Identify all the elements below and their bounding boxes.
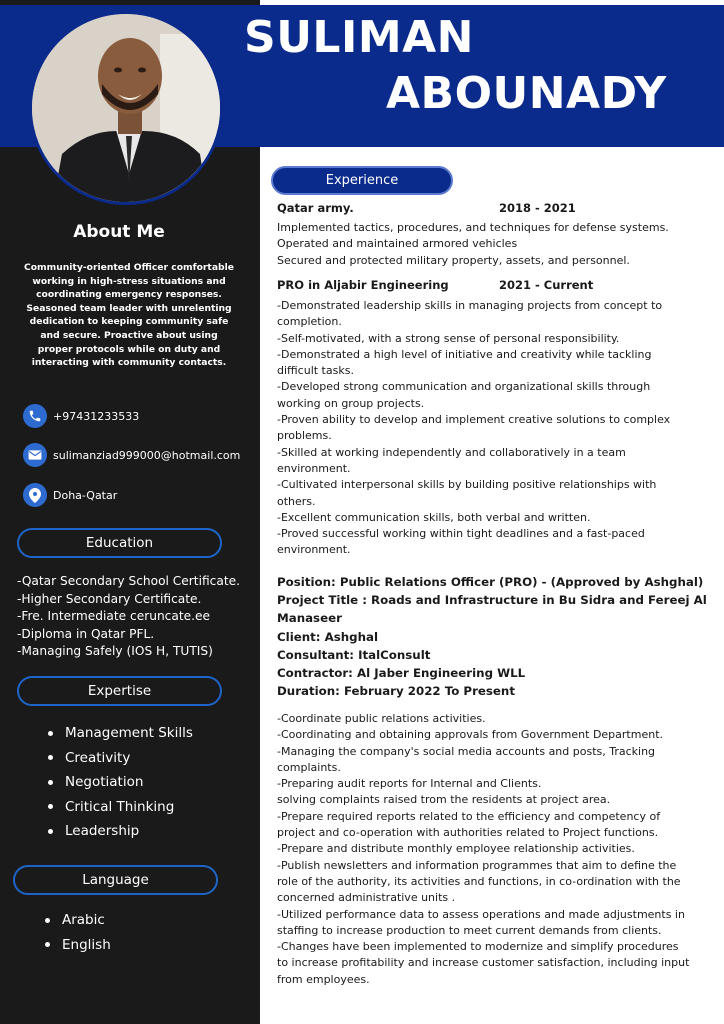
expertise-label: Management Skills (65, 725, 193, 742)
job-header (277, 201, 713, 218)
bullet-icon (45, 942, 50, 947)
job-line: role of the authority, its activities and functions, in co-ordination with the (277, 874, 681, 888)
about-text: Community-oriented Officer comfortable working in high-stress situations and coordinating emergency responses. Seasoned team leader with unrelenting dedication to keeping community safe and secure. Proactive about using proper protocols while on duty and interacting with community contacts. (24, 262, 234, 369)
job-line: -Excellent communication skills, both verbal and written. (277, 510, 591, 524)
job-line: Implemented tactics, procedures, and techniques for defense systems. (277, 221, 669, 234)
job-line: solving complaints raised trom the residents at project area. (277, 793, 611, 807)
job-consultant: Consultant: ItalConsult (277, 647, 431, 662)
job-line: -Coordinate public relations activities. (277, 712, 486, 725)
job-line: -Developed strong communication and organizational skills through (277, 380, 651, 394)
education-item: -Fre. Intermediate ceruncate.ee (17, 609, 210, 623)
bullet-icon (48, 731, 53, 736)
list-item (48, 746, 193, 771)
experience-heading: Experience (271, 166, 453, 195)
language-label: English (62, 936, 111, 953)
phone-icon (23, 404, 47, 428)
phone-text[interactable]: +97431233533 (53, 409, 140, 423)
job-line: staffing to increase production to meet current demands from clients. (277, 923, 662, 937)
list-item (48, 819, 193, 844)
expertise-label: Negotiation (65, 774, 144, 791)
job-line: -Coordinating and obtaining approvals from Government Department. (277, 728, 664, 742)
language-list (45, 908, 111, 957)
job-line: -Prepare required reports related to the efficiency and competency of (277, 809, 661, 823)
location-text: Doha-Qatar (53, 488, 118, 502)
job-line: difficult tasks. (277, 364, 354, 378)
job-line: -Self-motivated, with a strong sense of personal responsibility. (277, 331, 620, 345)
job-line: project and co-operation with authorities related to Project functions. (277, 826, 659, 840)
job-line: Operated and maintained armored vehicles (277, 237, 518, 251)
job-dates: 2021 - Current (499, 278, 594, 292)
list-item (48, 770, 193, 795)
bullet-icon (48, 804, 53, 809)
job-aljabir (277, 278, 713, 559)
job-line: -Skilled at working independently and collaboratively in a team (277, 445, 626, 459)
job-position: Position: Public Relations Officer (PRO) - (Approved by Ashghal) (277, 575, 704, 589)
bullet-icon (48, 755, 53, 760)
bullet-icon (45, 918, 50, 923)
list-item (48, 795, 193, 820)
expertise-label: Critical Thinking (65, 798, 175, 815)
job-pro-details (277, 573, 713, 700)
job-line: -Demonstrated a high level of initiative and creativity while tackling (277, 347, 652, 361)
job-header (277, 278, 713, 295)
expertise-label: Leadership (65, 823, 140, 840)
profile-photo (29, 11, 223, 205)
education-heading: Education (17, 528, 222, 558)
job-line: from employees. (277, 972, 370, 986)
bullet-icon (48, 829, 53, 834)
job-dates: 2018 - 2021 (499, 201, 576, 215)
education-item: -Diploma in Qatar PFL. (17, 626, 155, 641)
bullet-icon (48, 780, 53, 785)
job-pro-duties (277, 711, 713, 988)
list-item (48, 721, 193, 746)
job-org: Qatar army. (277, 201, 354, 215)
language-label: Arabic (62, 912, 105, 929)
job-qatar-army (277, 201, 713, 269)
email-text[interactable]: sulimanziad999000@hotmail.com (53, 448, 241, 462)
location-pin-icon (23, 483, 47, 507)
job-line: -Managing the company's social media accounts and posts, Tracking (277, 744, 656, 758)
job-line: -Proved successful working within tight deadlines and a fast-paced (277, 527, 645, 541)
job-line: working on group projects. (277, 396, 425, 410)
job-line: completion. (277, 315, 342, 329)
education-list (17, 573, 257, 661)
language-heading: Language (13, 865, 218, 895)
education-item: -Higher Secondary Certificate. (17, 591, 202, 606)
job-client: Client: Ashghal (277, 629, 379, 644)
job-line: Secured and protected military property, assets, and personnel. (277, 253, 630, 267)
mail-icon (23, 443, 47, 467)
job-contractor: Contractor: Al Jaber Engineering WLL (277, 666, 526, 681)
job-line: concerned administrative units . (277, 891, 456, 905)
job-line: environment. (277, 543, 351, 557)
job-duration: Duration: February 2022 To Present (277, 684, 515, 699)
job-project-title: Project Title : Roads and Infrastructure in Bu Sidra and Fereej Al (277, 593, 707, 608)
contact-phone (23, 404, 139, 428)
job-line: others. (277, 494, 316, 508)
job-line: -Prepare and distribute monthly employee relationship activities. (277, 842, 635, 856)
job-line: to increase profitability and increase customer satisfaction, including input (277, 956, 690, 970)
job-org: PRO in Aljabir Engineering (277, 278, 449, 292)
job-line: -Utilized performance data to assess operations and made adjustments in (277, 907, 685, 921)
expertise-label: Creativity (65, 749, 131, 766)
education-item: -Managing Safely (IOS H, TUTIS) (17, 644, 213, 658)
job-line: -Preparing audit reports for Internal and Clients. (277, 777, 542, 791)
job-project-title-cont: Manaseer (277, 611, 342, 626)
contact-email (23, 443, 240, 467)
job-line: environment. (277, 461, 351, 475)
expertise-heading: Expertise (17, 676, 222, 706)
contact-location (23, 483, 117, 507)
list-item (45, 933, 111, 958)
job-line: -Demonstrated leadership skills in managing projects from concept to (277, 299, 663, 312)
about-title: About Me (73, 222, 165, 242)
education-item: -Qatar Secondary School Certificate. (17, 574, 240, 588)
job-line: -Cultivated interpersonal skills by building positive relationships with (277, 478, 657, 492)
list-item (45, 908, 111, 933)
job-line: problems. (277, 429, 332, 443)
first-name: SULIMAN (244, 12, 474, 63)
job-line: -Changes have been implemented to modernize and simplify procedures (277, 940, 679, 954)
last-name: ABOUNADY (386, 68, 667, 119)
job-line: complaints. (277, 760, 341, 774)
job-line: -Proven ability to develop and implement creative solutions to complex (277, 413, 671, 427)
job-line: -Publish newsletters and information programmes that aim to define the (277, 858, 677, 872)
expertise-list (48, 721, 193, 844)
